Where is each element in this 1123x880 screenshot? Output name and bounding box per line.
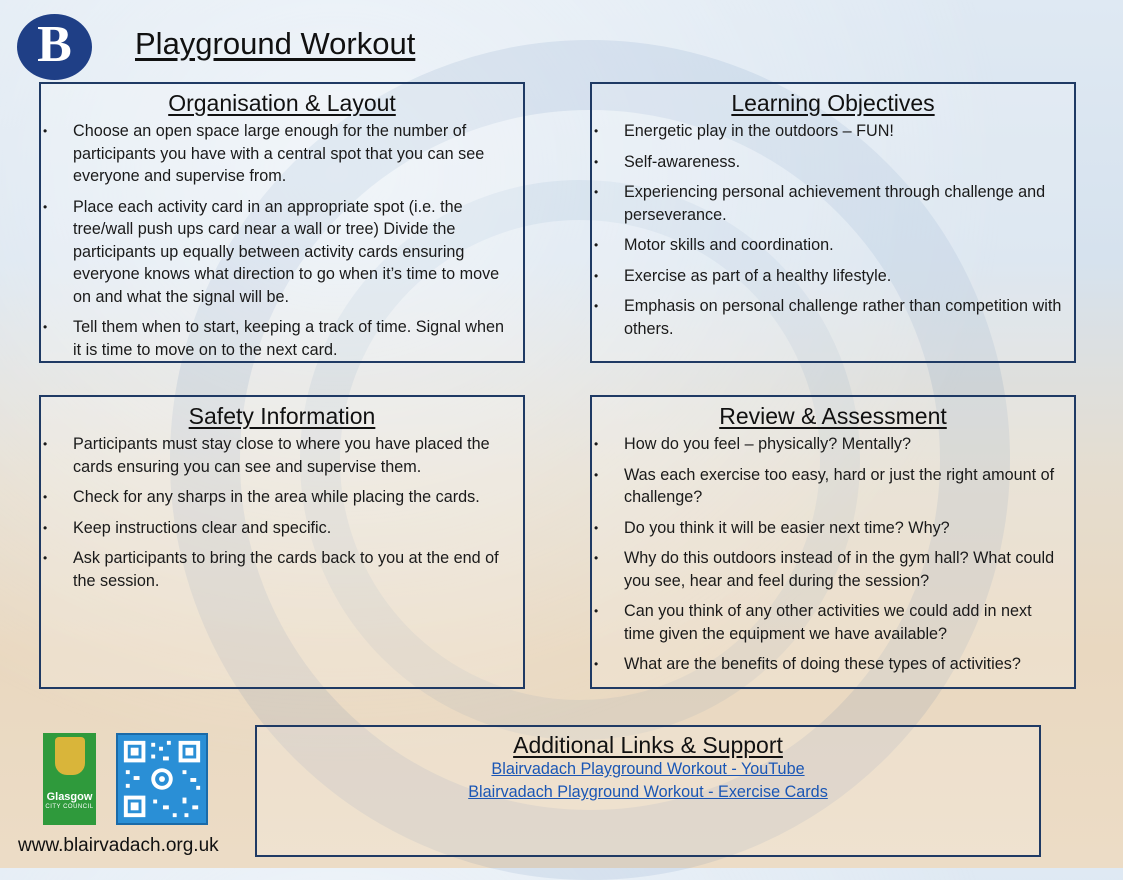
bullet-list (41, 120, 523, 361)
list-item: • Participants must stay close to where you have placed the cards ensuring you can see and supervise them. (41, 433, 523, 478)
review-assessment-panel (590, 395, 1076, 689)
list-item: • What are the benefits of doing these types of activities? (592, 653, 1074, 676)
bullet-list (41, 433, 523, 592)
links-list (257, 758, 1039, 804)
list-item: • Choose an open space large enough for the number of participants you have with a central spot that you can see everyone and supervise from. (41, 120, 523, 188)
list-item: • Was each exercise too easy, hard or just the right amount of challenge? (592, 464, 1074, 509)
bullet-list (592, 120, 1074, 340)
learning-objectives-panel (590, 82, 1076, 363)
bullet-list (592, 433, 1074, 676)
safety-information-panel (39, 395, 525, 689)
list-item: • Emphasis on personal challenge rather than competition with others. (592, 295, 1074, 340)
list-item: • Exercise as part of a healthy lifestyle. (592, 265, 1074, 288)
list-item: • Energetic play in the outdoors – FUN! (592, 120, 1074, 143)
council-subtitle: CITY COUNCIL (45, 804, 94, 810)
list-item: • Experiencing personal achievement through challenge and perseverance. (592, 181, 1074, 226)
list-item: • Self-awareness. (592, 151, 1074, 174)
glasgow-city-council-logo (43, 733, 96, 825)
council-name: Glasgow (46, 791, 93, 803)
panel-heading: Learning Objectives (731, 90, 935, 116)
list-item: • Place each activity card in an appropriate spot (i.e. the tree/wall push ups card near a wall or tree) Divide the participants up equally between activity cards ensuring everyone knows what direction to go when it’s time to move on and what the signal will be. (41, 196, 523, 309)
logo-letter: B (37, 16, 72, 73)
panel-heading: Review & Assessment (719, 403, 947, 429)
list-item: • Check for any sharps in the area while placing the cards. (41, 486, 523, 509)
qr-code-graphic (118, 735, 206, 823)
page-title: Playground Workout (135, 26, 416, 61)
list-item: • Motor skills and coordination. (592, 234, 1074, 257)
exercise-cards-link[interactable]: Blairvadach Playground Workout - Exercise Cards (468, 783, 828, 802)
list-item: • Ask participants to bring the cards back to you at the end of the session. (41, 547, 523, 592)
glasgow-city-council-crest-icon (55, 737, 85, 775)
list-item: • Why do this outdoors instead of in the gym hall? What could you see, hear and feel during the session? (592, 547, 1074, 592)
list-item: • Can you think of any other activities we could add in next time given the equipment we have available? (592, 600, 1074, 645)
panel-heading: Organisation & Layout (168, 90, 396, 116)
list-item: • Tell them when to start, keeping a track of time. Signal when it is time to move on to the next card. (41, 316, 523, 361)
panel-heading: Additional Links & Support (513, 732, 783, 758)
list-item: • Keep instructions clear and specific. (41, 517, 523, 540)
website-url: www.blairvadach.org.uk (18, 835, 219, 856)
list-item: • How do you feel – physically? Mentally? (592, 433, 1074, 456)
youtube-link[interactable]: Blairvadach Playground Workout - YouTube (491, 760, 805, 779)
panel-heading: Safety Information (188, 403, 376, 429)
additional-links-panel (255, 725, 1041, 857)
blairvadach-logo-icon (17, 14, 92, 80)
qr-code-icon (116, 733, 208, 825)
list-item: • Do you think it will be easier next time? Why? (592, 517, 1074, 540)
organisation-layout-panel (39, 82, 525, 363)
